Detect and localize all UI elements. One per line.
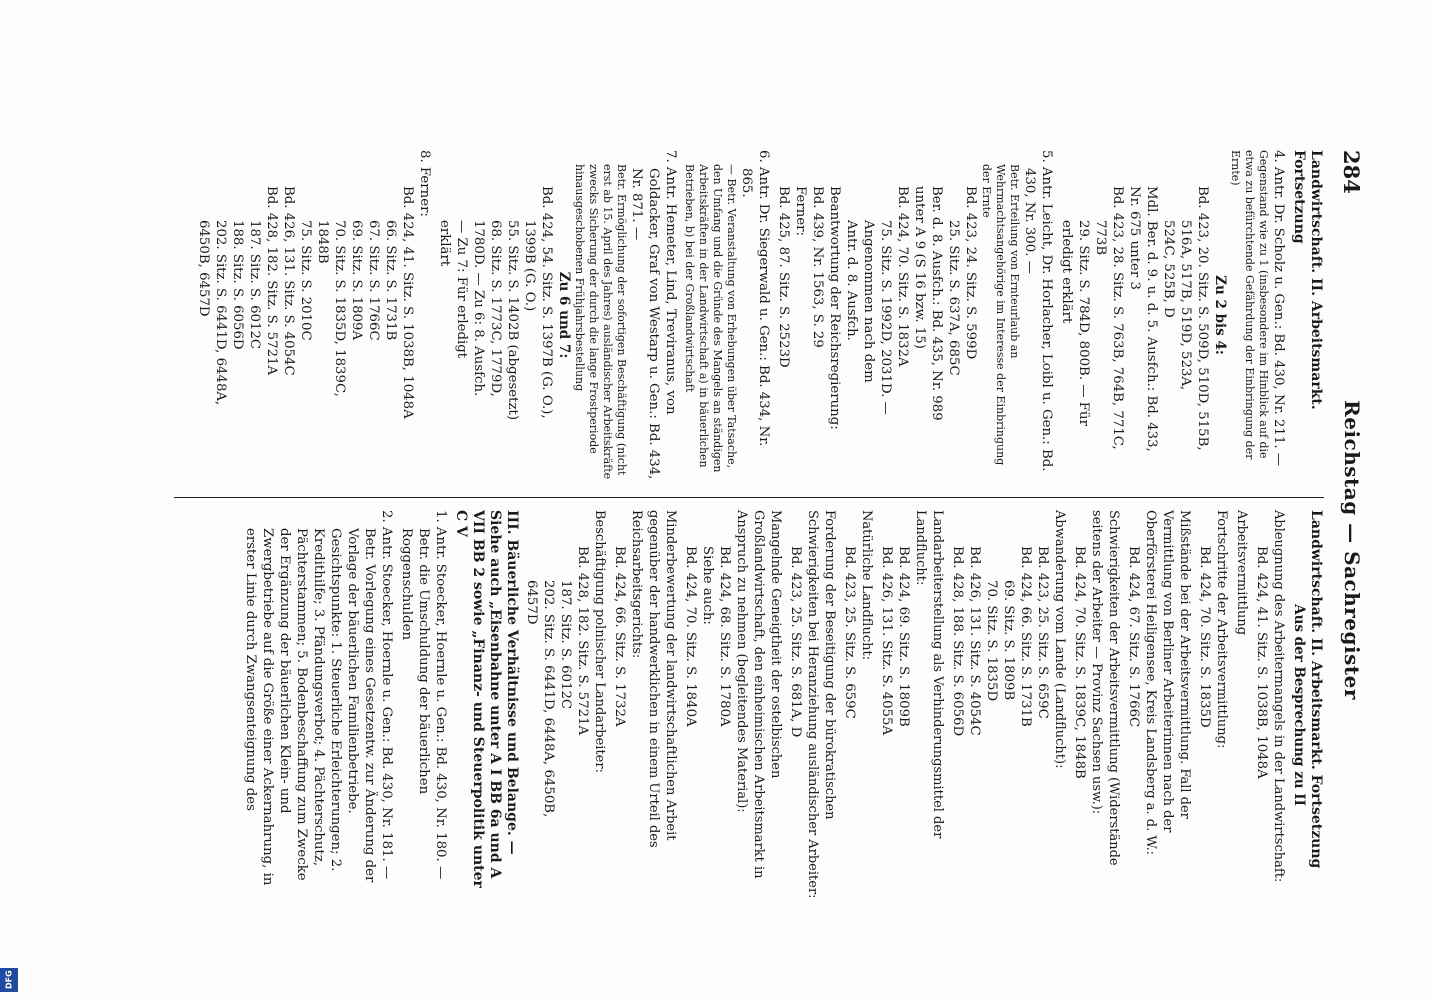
right-line: Schwierigkeiten der Arbeitsvermittlung (Widerstände seitens der Arbeiter — Provinz Sachsen usw.):	[1089, 510, 1121, 866]
column-divider	[174, 497, 1324, 498]
right-line: Bd. 423, 25. Sitz. S. 681A, D	[788, 546, 803, 738]
left-line: 66. Sitz. S. 1731B	[383, 220, 398, 341]
left-line: 68. Sitz. S. 1773C, 1779D,	[488, 220, 503, 397]
page-number: 284	[1339, 150, 1364, 194]
right-line: Bd. 424, 70. Sitz. S. 1839C, 1848B	[1072, 546, 1087, 779]
left-line: 202. Sitz. S. 6441D, 6448A,	[213, 220, 228, 406]
right-subsection-title: Aus der Besprechung zu II	[1291, 604, 1307, 806]
left-line: erledigt erklärt	[1059, 220, 1074, 324]
right-line: Forderung der Beseitigung der bürokratischen Schwierigkeiten bei Heranziehung ausländischer Arbeiter:	[805, 510, 837, 899]
left-line: 773B	[1093, 220, 1108, 256]
right-line: Ableugnung des Arbeitermangels in der Landwirtschaft:	[1271, 510, 1286, 883]
left-line: Bd. 424, 41. Sitz. S. 1038B, 1048A	[400, 186, 415, 419]
right-line: Siehe auch:	[700, 546, 715, 625]
right-section-title: Landwirtschaft. II. Arbeitsmarkt. Fortsetzung	[1308, 510, 1324, 869]
left-line: Bd. 428, 182. Sitz. S. 5721A	[264, 186, 279, 376]
right-line: Bd. 428, 188. Sitz. S. 6056D	[950, 546, 965, 737]
right-line: Abwanderung vom Lande (Landflucht):	[1052, 510, 1067, 769]
left-line: Ferner:	[793, 186, 808, 236]
left-line: Bd. 425, 87. Sitz. S. 2523D	[776, 186, 791, 368]
left-line: unter A 9 (S 16 bzw. 15)	[912, 186, 927, 349]
right-line: Bd. 424, 70. Sitz. S. 1840A	[683, 546, 698, 727]
left-line: Zu 2 bis 4:	[1212, 275, 1228, 355]
dfg-logo: DFG	[0, 968, 18, 992]
left-line: 69. Sitz. S. 1809A	[349, 220, 364, 341]
left-line: Betr. Ermöglichung der sofortigen Beschäftigung (nicht erst ab 15. April des Jahres) ausländischer Arbeitskräfte zwecks Sicherung der durch die lange Frostperiode hinausgeschobenen Frühjahrsbestellung	[573, 164, 628, 480]
right-line: III. Bäuerliche Verhältnisse und Belange. — Siehe auch „Eisenbahne unter A I BB 6a und A VII BB 2 sowie „Finanz- und Steuerpolitik unter C V	[453, 510, 520, 888]
right-line: 69. Sitz. S. 1809B	[1001, 580, 1016, 701]
right-column	[242, 510, 1324, 900]
right-line: Bd. 423, 25. Sitz. S. 659C	[1035, 546, 1050, 719]
left-line: 67. Sitz. S. 1766C	[366, 220, 381, 341]
left-line: Betr. Erteilung von Ernteurlaub an Wehrmachtsangehörige im Interesse der Einbringung der Ernte	[980, 164, 1021, 466]
left-line: 6450B, 6457D	[196, 220, 211, 317]
right-line: 1. Antr. Stoecker, Hoernle u. Gen.: Bd. 430, Nr. 180. — Betr. die Umschuldung der bäuerlichen Roggenschulden	[399, 510, 448, 880]
left-line: Gegenstand wie zu 1 (insbesondere im Hinblick auf die etwa zu befürchtende Gefährdung der Einbringung der Ernte)	[1229, 150, 1270, 460]
left-entries	[195, 150, 1287, 480]
right-line: Bd. 424, 70. Sitz. S. 1835D	[1197, 546, 1212, 728]
right-line: Landarbeiterstellung als Verhinderungsmittel der Landflucht:	[913, 510, 945, 839]
right-line: Mißstände bei der Arbeitsvermittlung. Fall der Vermittlung von Berliner Arbeiterinnen nach der Oberförsterei Heiligensee, Kreis Landsberg a. d. W.:	[1143, 510, 1192, 855]
right-line: Bd. 426, 131. Sitz. S. 4055A	[879, 546, 894, 736]
left-line: Beantwortung der Reichsregierung:	[827, 186, 842, 430]
right-line: 6457D	[524, 580, 539, 625]
left-line: 1399B (G. O.)	[522, 220, 537, 312]
running-head: Reichstag — Sachregister	[1340, 400, 1364, 700]
right-line: Bd. 424, 66. Sitz. S. 1731B	[1018, 546, 1033, 727]
left-line: Bd. 426, 131. Sitz. S. 4054C	[281, 186, 296, 376]
right-line: 2. Antr. Stoecker, Hoernle u. Gen.: Bd. 430, Nr. 181. — Betr. Vorlegung eines Gesetzentw. zur Änderung der Vorlage der bäuerlichen Familienbetriebe. Gesichtspunkte: 1. Steuerliche Erleichterungen; 2. Kredithilfe; 3. Pfändungsverbot; 4. Pächterschutz, Pächterstammen; 5. Bodenbeschaffung zum Zwecke der Ergänzung der bäuerlichen Klein- und Zwergbetriebe auf die Größe einer Ackernahrung, in erster Linie durch Zwangsenteignung des	[243, 510, 394, 886]
right-line: Arbeitsvermittlung	[1234, 510, 1249, 636]
left-line: Bd. 424, 54. Sitz. S. 1397B (G. O.),	[539, 186, 554, 419]
left-line: erklärt	[437, 220, 452, 267]
left-line: Bd. 423, 20. Sitz. S. 509D, 510D, 515B,	[1195, 186, 1210, 451]
left-line: — Zu 7: Für erledigt	[454, 220, 469, 359]
right-line: Bd. 423, 25. Sitz. S. 659C	[842, 546, 857, 719]
right-line: Mangelnde Geneigtheit der ostelbischen Großlandwirtschaft, den einheimischen Arbeitsmarkt in Anspruch zu nehmen (begleitendes Material):	[734, 510, 783, 879]
left-line: Zu 6 und 7:	[556, 271, 572, 359]
right-line: Bd. 424, 41. Sitz. S. 1038B, 1048A	[1254, 546, 1269, 779]
left-line: 524C, 525B, D	[1161, 220, 1176, 318]
left-line: 188. Sitz. S. 6056D	[230, 220, 245, 350]
left-line: 187. Sitz. S. 6012C	[247, 220, 262, 350]
right-line: 70. Sitz. S. 1835D	[984, 580, 999, 702]
right-line: 202. Sitz. S. 6441D, 6448A, 6450B,	[541, 580, 556, 818]
left-line: 55. Sitz. S. 1402B (abgesetzt)	[505, 220, 520, 421]
right-line: Natürliche Landflucht:	[859, 510, 874, 661]
left-column	[195, 150, 1324, 480]
left-line: 75. Sitz. S. 1992D, 2031D. —	[878, 220, 893, 415]
right-line: 187. Sitz. S. 6012C	[558, 580, 573, 710]
left-line: 8. Ferner:	[417, 150, 432, 217]
left-line: Ber. d. 8. Ausfch.: Bd. 435, Nr. 989	[929, 186, 944, 421]
left-line: 4. Antr. Dr. Scholz u. Gen.: Bd. 430, Nr. 211. —	[1271, 150, 1286, 467]
right-line: Fortschritte der Arbeitsvermittlung:	[1214, 510, 1229, 749]
left-line: 25. Sitz. S. 637A, 685C	[946, 220, 961, 376]
right-line: Bd. 424, 67. Sitz. S. 1766C	[1126, 546, 1141, 728]
left-line: 75. Sitz. S. 2010C	[298, 220, 313, 341]
left-line: — Betr. Veranstaltung von Erhebungen über Tatsache, den Umfang und die Gründe des Mangels an ständigen Arbeitskräften in der Landwirtschaft a) in bäuerlichen Betrieben, b) bei der Großlandwirtschaft	[683, 164, 738, 473]
left-line: 7. Antr. Hemeter, Lind, Treviranus, von Goldacker, Graf von Westarp u. Gen.: Bd. 434, Nr. 871. —	[629, 150, 678, 480]
left-line: 516A, 517B, 519D, 523A,	[1178, 220, 1193, 391]
left-line: 70. Sitz. S. 1835D, 1839C,	[332, 220, 347, 397]
page-header	[1336, 150, 1364, 950]
left-section-title: Landwirtschaft. II. Arbeitsmarkt. Fortsetzung	[1291, 150, 1324, 410]
right-line: Bd. 428, 182. Sitz. S. 5721A	[575, 546, 590, 736]
right-line: Bd. 424, 69. Sitz. S. 1809B	[896, 546, 911, 727]
right-line: Minderbewertung der landwirtschaftlichen Arbeit gegenüber der handwerklichen in einem Urteil des Reichsarbeitsgerichts:	[629, 510, 678, 848]
left-line: Nr. 675 unter 3	[1127, 186, 1142, 290]
left-line: Mdl. Ber. d. 9. u. d. 5. Ausfch.: Bd. 433,	[1144, 186, 1159, 452]
digitization-credit	[8, 600, 9, 601]
left-line: Bd. 423, 28. Sitz. S. 763B, 764B, 771C,	[1110, 186, 1125, 450]
left-line: 1848B	[315, 220, 330, 264]
right-line: Beschäftigung polnischer Landarbeiter:	[592, 510, 607, 773]
right-entries	[242, 510, 1287, 900]
left-line: 6. Antr. Dr. Siegerwald u. Gen.: Bd. 434, Nr. 865.	[739, 150, 771, 447]
left-line: Bd. 439, Nr. 1563, S. 29	[810, 186, 825, 348]
right-line: Bd. 426, 131. Sitz. S. 4054C	[967, 546, 982, 736]
left-line: 5. Antr. Leicht, Dr. Horlacher, Loibl u. Gen.: Bd. 430, Nr. 300. —	[1022, 150, 1054, 472]
left-line: Bd. 424, 70. Sitz. S. 1832A	[895, 186, 910, 367]
left-line: 1780D. — Zu 6: 8. Ausfch.	[471, 220, 486, 397]
right-line: Bd. 424, 66. Sitz. S. 1732A	[612, 546, 627, 727]
left-line: Antr. d. 8. Ausfch.	[844, 220, 859, 341]
left-line: Angenommen nach dem	[861, 220, 876, 383]
left-line: 29. Sitz. S. 784D, 800B. — Für	[1076, 220, 1091, 426]
right-line: Bd. 424, 68. Sitz. S. 1780A	[717, 546, 732, 727]
left-line: Bd. 423, 24. Sitz. S. 599D	[963, 186, 978, 360]
